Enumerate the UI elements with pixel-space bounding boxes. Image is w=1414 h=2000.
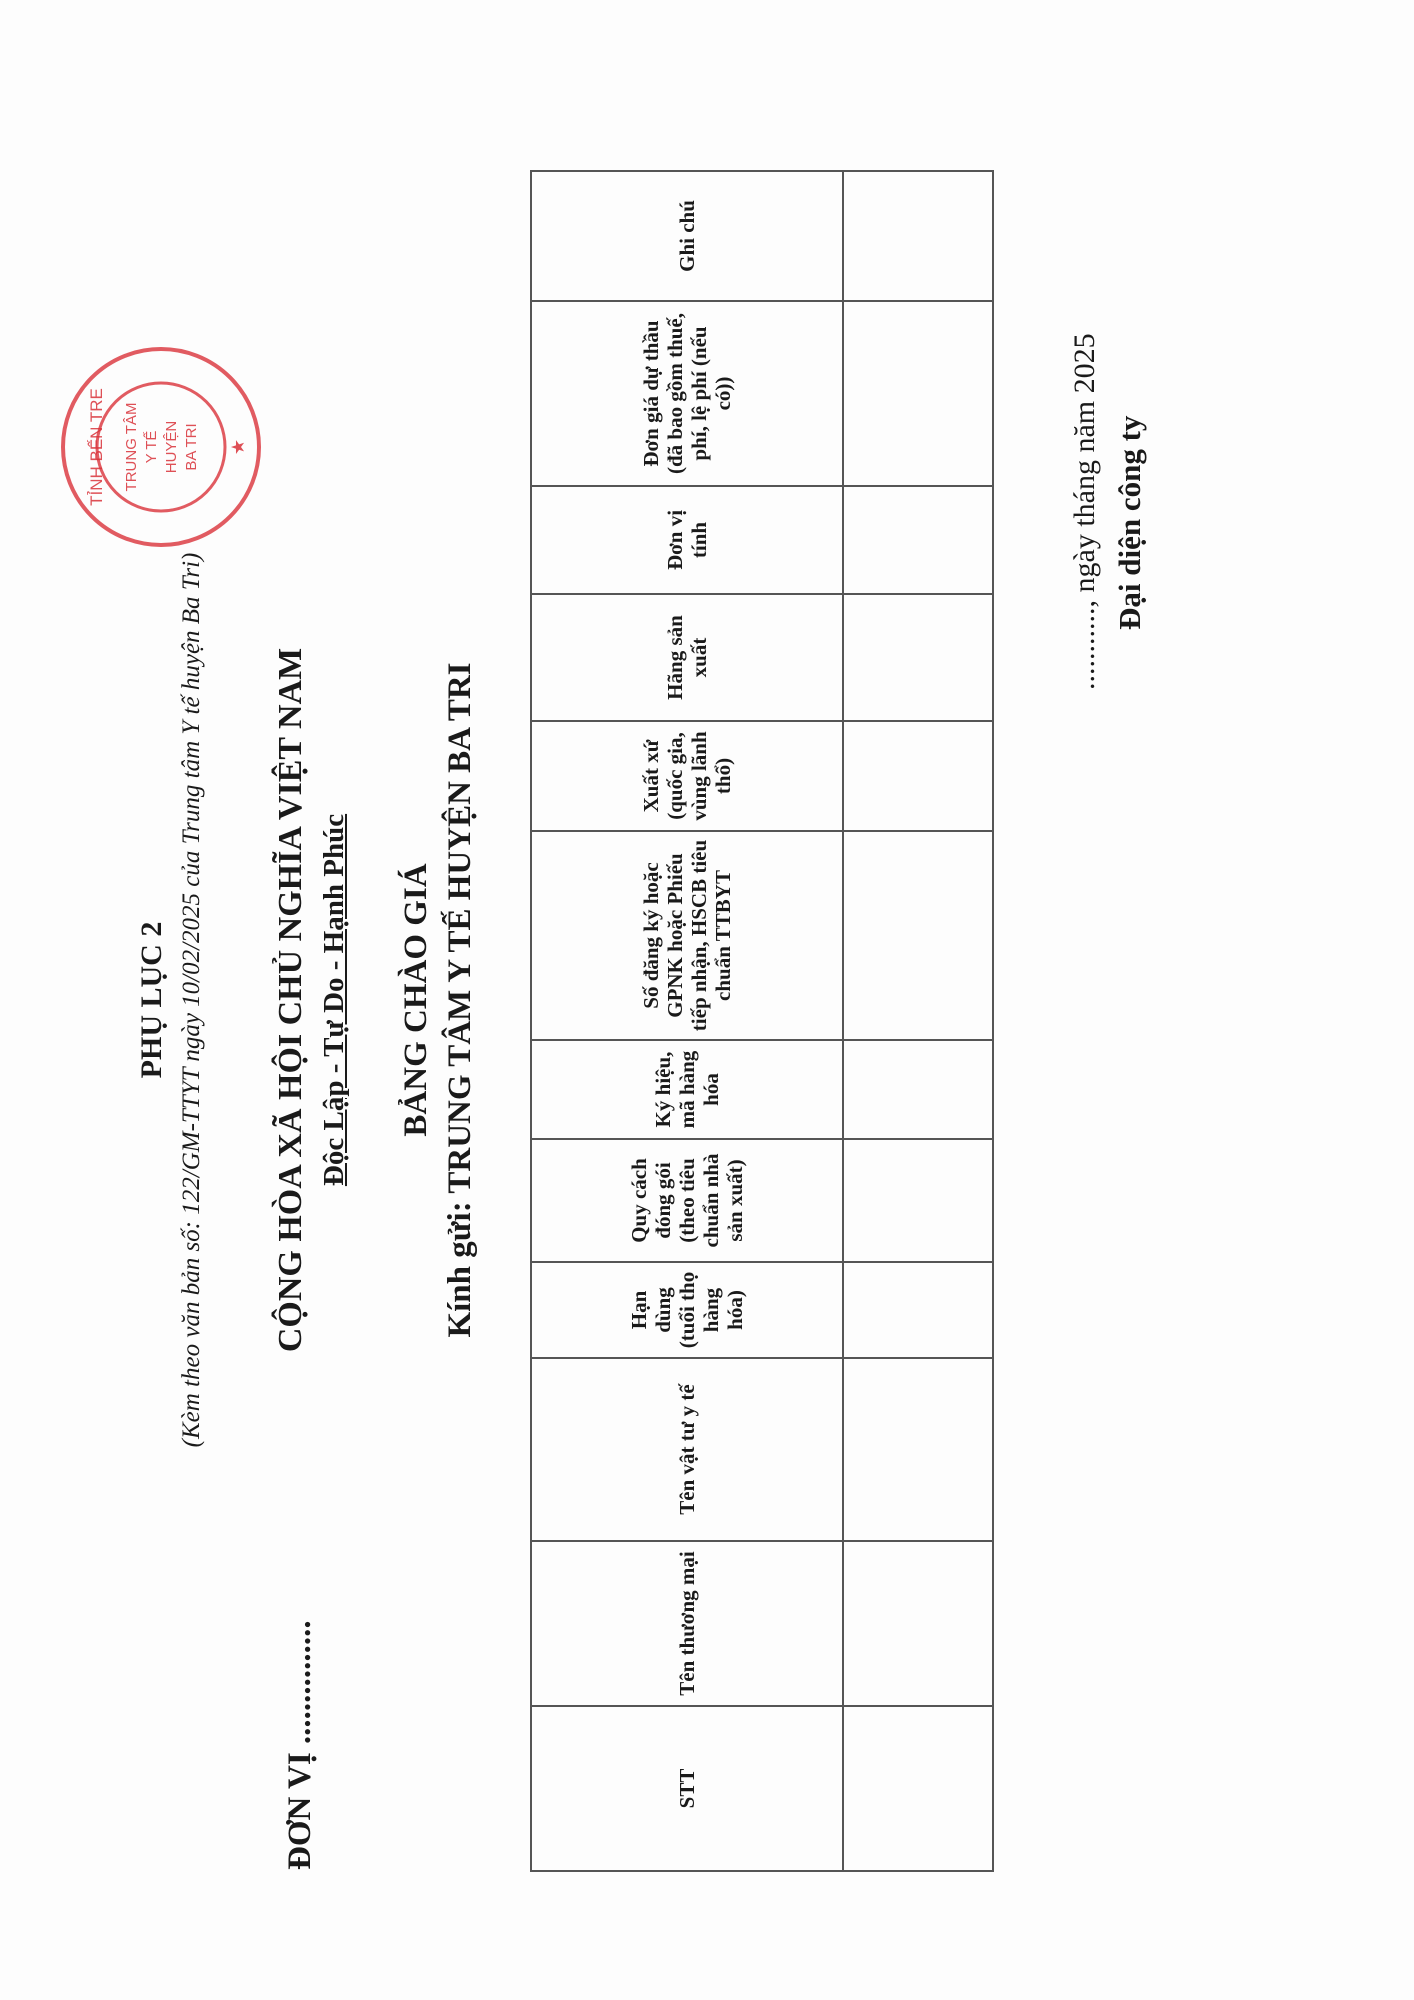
- table-cell[interactable]: [843, 1706, 993, 1871]
- svg-text:TRUNG TÂM: TRUNG TÂM: [123, 402, 140, 492]
- quotation-title: BẢNG CHÀO GIÁ: [398, 863, 434, 1137]
- col-quy-cach: Quy cách đóng gói (theo tiêu chuẩn nhà sản xuất): [531, 1139, 843, 1262]
- company-representative: Đại diện công ty: [1112, 415, 1147, 630]
- appendix-title: PHỤ LỤC 2: [135, 921, 168, 1079]
- table-cell[interactable]: [843, 1139, 993, 1262]
- col-stt: STT: [531, 1706, 843, 1871]
- table-cell[interactable]: [843, 594, 993, 721]
- svg-text:Y TẾ: Y TẾ: [143, 430, 160, 464]
- col-ten-vat-tu: Tên vật tư y tế: [531, 1358, 843, 1541]
- col-don-gia: Đơn giá dự thầu (đã bao gồm thuế, phí, lệ phí (nếu có)): [531, 301, 843, 486]
- col-xuat-xu: Xuất xứ (quốc gia, vùng lãnh thổ): [531, 721, 843, 831]
- svg-text:BA TRI: BA TRI: [183, 423, 200, 471]
- col-ghi-chu: Ghi chú: [531, 171, 843, 301]
- table-cell[interactable]: [843, 1541, 993, 1706]
- svg-text:HUYỆN: HUYỆN: [163, 420, 180, 474]
- table-cell[interactable]: [843, 1358, 993, 1541]
- col-hang-san-xuat: Hãng sản xuất: [531, 594, 843, 721]
- national-title: CỘNG HÒA XÃ HỘI CHỦ NGHĨA VIỆT NAM: [272, 647, 309, 1353]
- don-vi-label: ĐƠN VỊ ...............: [282, 1620, 318, 1870]
- table-header-row: [531, 171, 843, 1871]
- national-motto: [318, 0, 351, 2000]
- col-ten-thuong-mai: Tên thương mại: [531, 1541, 843, 1706]
- table-cell[interactable]: [843, 486, 993, 594]
- motto-text: Độc Lập - Tự Do - Hạnh Phúc: [318, 813, 350, 1187]
- svg-text:★: ★: [228, 438, 248, 456]
- table-row: [843, 171, 993, 1871]
- table-cell[interactable]: [843, 1262, 993, 1358]
- recipient-line: Kính gửi: TRUNG TÂM Y TẾ HUYỆN BA TRI: [442, 662, 478, 1338]
- quotation-table: [530, 170, 994, 1872]
- reference-note: (Kèm theo văn bản số: 122/GM-TTYT ngày 10/02/2025 của Trung tâm Y tế huyện Ba Tri): [178, 552, 205, 1448]
- table-cell[interactable]: [843, 1040, 993, 1139]
- table-cell[interactable]: [843, 301, 993, 486]
- table-cell[interactable]: [843, 721, 993, 831]
- table-cell[interactable]: [843, 171, 993, 301]
- date-line: ..........., ngày tháng năm 2025: [1068, 333, 1101, 690]
- svg-text:TỈNH BẾN TRE: TỈNH BẾN TRE: [87, 388, 106, 506]
- col-don-vi-tinh: Đơn vị tính: [531, 486, 843, 594]
- table-cell[interactable]: [843, 831, 993, 1040]
- col-ky-hieu: Ký hiệu, mã hàng hóa: [531, 1040, 843, 1139]
- col-han-dung: Hạn dùng (tuổi thọ hàng hóa): [531, 1262, 843, 1358]
- col-so-dang-ky: Số đăng ký hoặc GPNK hoặc Phiếu tiếp nhận, HSCB tiêu chuẩn TTBYT: [531, 831, 843, 1040]
